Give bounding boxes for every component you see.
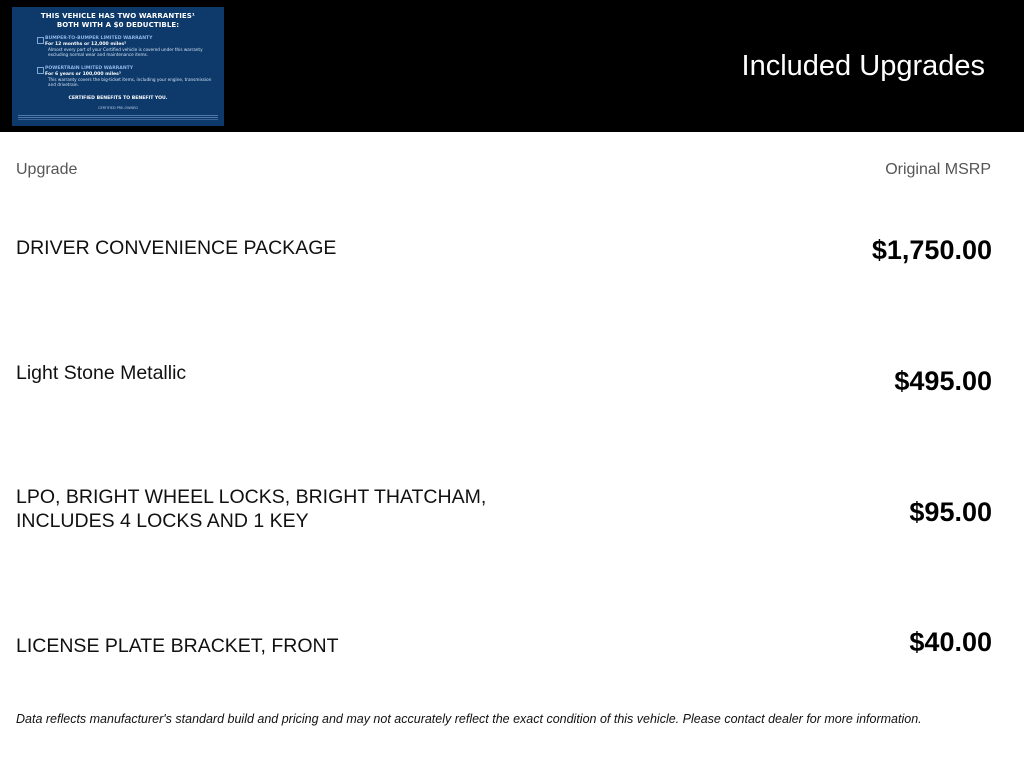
upgrade-price: $95.00 bbox=[909, 497, 992, 527]
warranty-thumbnail-image bbox=[12, 7, 224, 126]
thumbnail-warranty-1-title: BUMPER-TO-BUMPER LIMITED WARRANTY bbox=[45, 36, 153, 41]
thumbnail-warranty-1 bbox=[45, 36, 215, 57]
upgrade-price: $40.00 bbox=[909, 627, 992, 657]
thumbnail-warranty-2-title: POWERTRAIN LIMITED WARRANTY bbox=[45, 66, 134, 71]
page-title: Included Upgrades bbox=[741, 50, 985, 82]
upgrade-name: DRIVER CONVENIENCE PACKAGE bbox=[16, 237, 337, 259]
thumbnail-warranty-2-term: For 6 years or 100,000 miles³ bbox=[45, 71, 121, 77]
upgrade-price: $495.00 bbox=[894, 366, 992, 396]
thumbnail-warranty-2 bbox=[45, 66, 215, 87]
upgrade-name: Light Stone Metallic bbox=[16, 362, 187, 384]
upgrade-name: LICENSE PLATE BRACKET, FRONT bbox=[16, 635, 339, 657]
upgrade-name: LPO, BRIGHT WHEEL LOCKS, BRIGHT THATCHAM, INCLUDES 4 LOCKS AND 1 KEY bbox=[16, 486, 487, 532]
checkbox-icon bbox=[37, 67, 44, 74]
thumbnail-brand-line: CERTIFIED PRE-OWNED bbox=[98, 106, 138, 110]
thumbnail-warranty-1-text: Almost every part of your Certified vehicle is covered under this warranty excluding normal wear and maintenance items. bbox=[48, 47, 203, 57]
thumbnail-headline bbox=[12, 12, 224, 30]
thumbnail-warranty-1-term: For 12 months or 12,000 miles² bbox=[45, 41, 127, 47]
header-bar bbox=[0, 0, 1024, 132]
checkbox-icon bbox=[37, 37, 44, 44]
disclaimer-text: Data reflects manufacturer's standard build and pricing and may not accurately reflect the exact condition of this vehicle. Please contact dealer for more information. bbox=[16, 712, 922, 726]
column-header-original-msrp: Original MSRP bbox=[885, 161, 991, 178]
thumbnail-tagline: CERTIFIED BENEFITS TO BENEFIT YOU. bbox=[68, 96, 168, 101]
thumbnail-warranty-2-text: This warranty covers the big-ticket items, including your engine, transmission and drivetrain. bbox=[48, 77, 212, 87]
column-header-upgrade: Upgrade bbox=[16, 161, 78, 178]
thumbnail-headline-line1: THIS VEHICLE HAS TWO WARRANTIES¹ bbox=[40, 12, 196, 20]
thumbnail-fine-print bbox=[18, 115, 218, 116]
thumbnail-headline-line2: BOTH WITH A $0 DEDUCTIBLE: bbox=[56, 21, 180, 29]
upgrade-price: $1,750.00 bbox=[871, 235, 992, 265]
